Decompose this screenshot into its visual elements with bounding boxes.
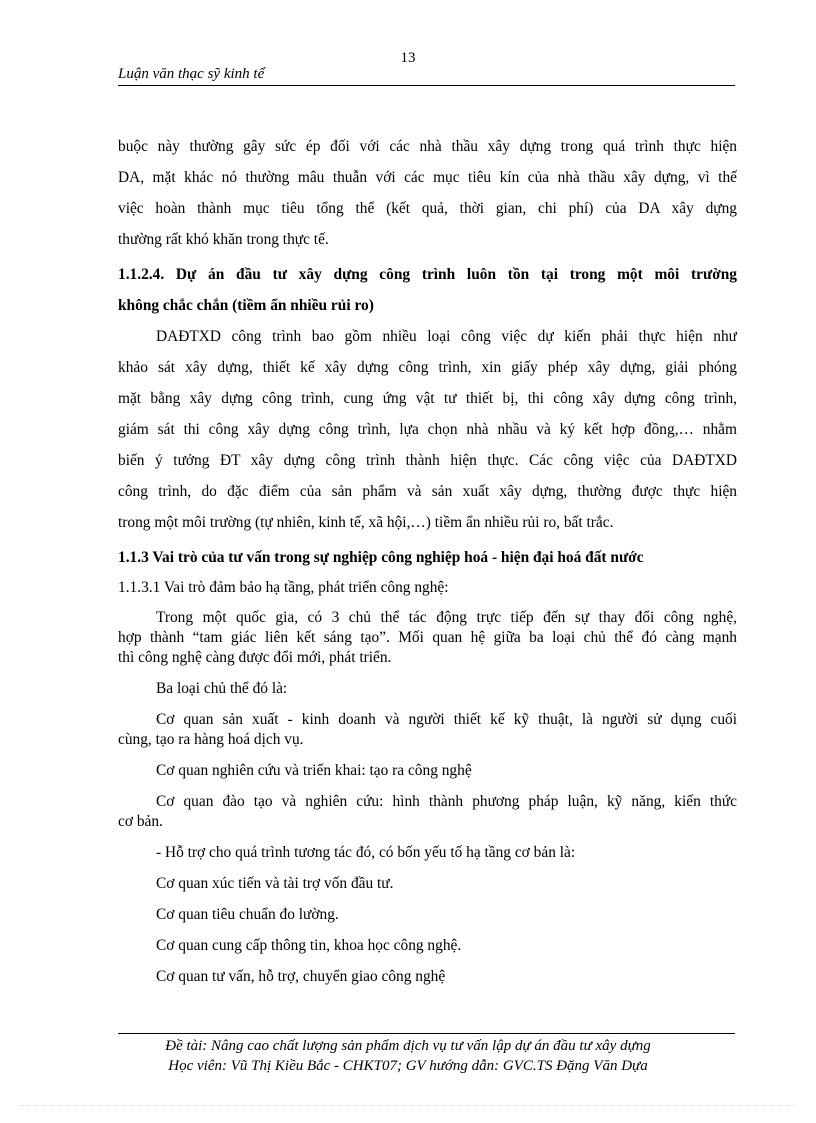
section-heading-1-1-2-4 — [118, 259, 737, 321]
section-heading-1-1-3: 1.1.3 Vai trò của tư vấn trong sự nghiệp công nghiệp hoá - hiện đại hoá đất nước — [118, 549, 644, 566]
text-line: Cơ quan đào tạo và nghiên cứu: hình thành phương pháp luận, kỹ năng, kiến thức — [156, 793, 737, 810]
text-line: DAĐTXD công trình bao gồm nhiều loại công việc dự kiến phải thực hiện như — [156, 328, 737, 345]
text-line: cùng, tạo ra hàng hoá dịch vụ. — [118, 731, 304, 748]
text-line: biến ý tưởng ĐT xây dựng công trình thành hiện thực. Các công việc của DAĐTXD — [118, 452, 737, 469]
co-quan-nghien-cuu: Cơ quan nghiên cứu và triển khai: tạo ra công nghệ — [156, 762, 472, 779]
running-header-title: Luận văn thạc sỹ kinh tế — [118, 66, 265, 82]
ba-loai-line: Ba loại chủ thể đó là: — [156, 680, 288, 697]
list-item: Cơ quan tư vấn, hỗ trợ, chuyển giao công nghệ — [156, 968, 446, 985]
co-quan-san-xuat — [118, 710, 737, 750]
text-line: Cơ quan sản xuất - kinh doanh và người thiết kế kỹ thuật, là người sử dụng cuối — [156, 711, 737, 728]
daetxd-paragraph — [118, 321, 737, 538]
list-item: Cơ quan xúc tiến và tài trợ vốn đầu tư. — [156, 875, 394, 892]
footer-topic: Đề tài: Nâng cao chất lượng sản phẩm dịch vụ tư vấn lập dự án đầu tư xây dựng — [165, 1038, 651, 1054]
heading-line: không chắc chắn (tiềm ẩn nhiều rủi ro) — [118, 297, 374, 314]
footer-student: Học viên: Vũ Thị Kiều Bắc - CHKT07; GV hướng dẫn: GVC.TS Đặng Văn Dựa — [168, 1058, 648, 1074]
heading-line: 1.1.2.4. Dự án đầu tư xây dựng công trình luôn tồn tại trong một môi trường — [118, 266, 737, 283]
text-line: việc hoàn thành mục tiêu tổng thể (kết quả, thời gian, chi phí) của DA xây dựng — [118, 200, 737, 217]
footer-divider — [118, 1033, 735, 1034]
text-line: buộc này thường gây sức ép đối với các nhà thầu xây dựng trong quá trình thực hiện — [118, 138, 737, 155]
running-footer — [0, 1036, 816, 1076]
list-item: Cơ quan cung cấp thông tin, khoa học công nghệ. — [156, 937, 462, 954]
text-line: cơ bản. — [118, 813, 163, 830]
list-item: Cơ quan tiêu chuẩn đo lường. — [156, 906, 339, 923]
text-line: Trong một quốc gia, có 3 chủ thể tác động trực tiếp đến sự thay đổi công nghệ, — [156, 609, 737, 626]
page-number: 13 — [400, 50, 416, 66]
page-bottom-edge — [20, 1105, 796, 1106]
ho-tro-line: - Hỗ trợ cho quá trình tương tác đó, có bốn yếu tố hạ tầng cơ bản là: — [156, 844, 576, 861]
text-line: trong một môi trường (tự nhiên, kinh tế, xã hội,…) tiềm ẩn nhiều rủi ro, bất trắc. — [118, 514, 614, 531]
text-line: hợp thành “tam giác liên kết sáng tạo”. Mối quan hệ giữa ba loại chủ thể đó càng mạnh — [118, 629, 737, 646]
text-line: DA, mặt khác nó thường mâu thuẫn với các mục tiêu kín của nhà thầu xây dựng, vì thế — [118, 169, 737, 186]
header-divider — [118, 85, 735, 86]
text-line: khảo sát xây dựng, thiết kế xây dựng công trình, xin giấy phép xây dựng, giải phóng — [118, 359, 737, 376]
co-quan-dao-tao — [118, 792, 737, 832]
quocgia-paragraph — [118, 608, 737, 668]
text-line: mặt bằng xây dựng công trình, cung ứng vật tư thiết bị, thi công xây dựng công trình, — [118, 390, 737, 407]
text-line: công trình, do đặc điểm của sản phẩm và sản xuất xây dựng, thường được thực hiện — [118, 483, 737, 500]
text-line: thì công nghệ càng được đổi mới, phát triển. — [118, 649, 392, 666]
text-line: thường rất khó khăn trong thực tế. — [118, 231, 329, 248]
section-heading-1-1-3-1: 1.1.3.1 Vai trò đảm bảo hạ tầng, phát triển công nghệ: — [118, 579, 449, 596]
intro-paragraph — [118, 131, 737, 255]
text-line: giám sát thi công xây dựng công trình, lựa chọn nhà nhầu và ký kết hợp đồng,… nhằm — [118, 421, 737, 438]
page-body — [118, 131, 737, 987]
